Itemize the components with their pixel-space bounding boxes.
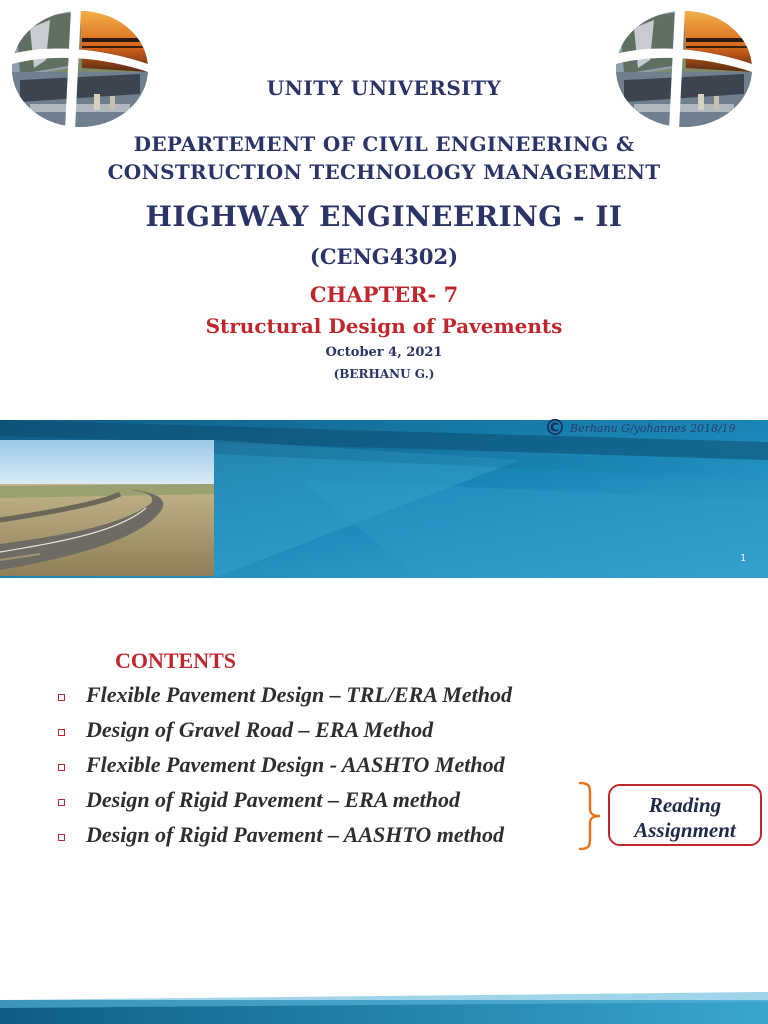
reading-assignment-label bbox=[610, 793, 760, 843]
contents-title: CONTENTS bbox=[115, 648, 237, 673]
list-item-text: Design of Gravel Road – ERA Method bbox=[86, 717, 434, 742]
square-bullet-icon bbox=[58, 834, 65, 841]
chapter-title: Structural Design of Pavements bbox=[205, 314, 563, 338]
university-logo-icon bbox=[614, 8, 754, 130]
page-number: 1 bbox=[740, 553, 747, 564]
course-title: HIGHWAY ENGINEERING - II bbox=[145, 200, 623, 233]
square-bullet-icon bbox=[58, 694, 65, 701]
square-bullet-icon bbox=[58, 764, 65, 771]
university-name: UNITY UNIVERSITY bbox=[266, 76, 502, 100]
decorative-bottom-band bbox=[0, 992, 768, 1024]
department-line-1: DEPARTEMENT OF CIVIL ENGINEERING & bbox=[133, 132, 635, 156]
list-item-text: Design of Rigid Pavement – ERA method bbox=[86, 787, 461, 812]
presentation-date: October 4, 2021 bbox=[325, 345, 443, 360]
course-code: (CENG4302) bbox=[309, 244, 459, 269]
list-item-text: Flexible Pavement Design – TRL/ERA Method bbox=[86, 682, 512, 707]
square-bullet-icon bbox=[58, 799, 65, 806]
reading-line-1: Reading bbox=[648, 793, 722, 817]
author-name: (BERHANU G.) bbox=[333, 367, 435, 381]
reading-line-2: Assignment bbox=[634, 818, 736, 842]
list-item-text: Design of Rigid Pavement – AASHTO method bbox=[86, 822, 505, 847]
square-bullet-icon bbox=[58, 729, 65, 736]
department-line-2: CONSTRUCTION TECHNOLOGY MANAGEMENT bbox=[107, 160, 661, 184]
university-logo-icon bbox=[10, 8, 150, 130]
highway-road-photo bbox=[0, 440, 214, 576]
copyright-text: Berhanu G/yohannes 2018/19 bbox=[570, 422, 736, 435]
department-name bbox=[0, 130, 768, 186]
curly-brace-icon bbox=[576, 781, 604, 851]
list-item-text: Flexible Pavement Design - AASHTO Method bbox=[86, 752, 505, 777]
reading-assignment-box bbox=[608, 784, 762, 846]
chapter-number: CHAPTER- 7 bbox=[309, 282, 459, 307]
contents-slide bbox=[0, 578, 768, 1024]
copyright-icon: © bbox=[544, 416, 566, 441]
